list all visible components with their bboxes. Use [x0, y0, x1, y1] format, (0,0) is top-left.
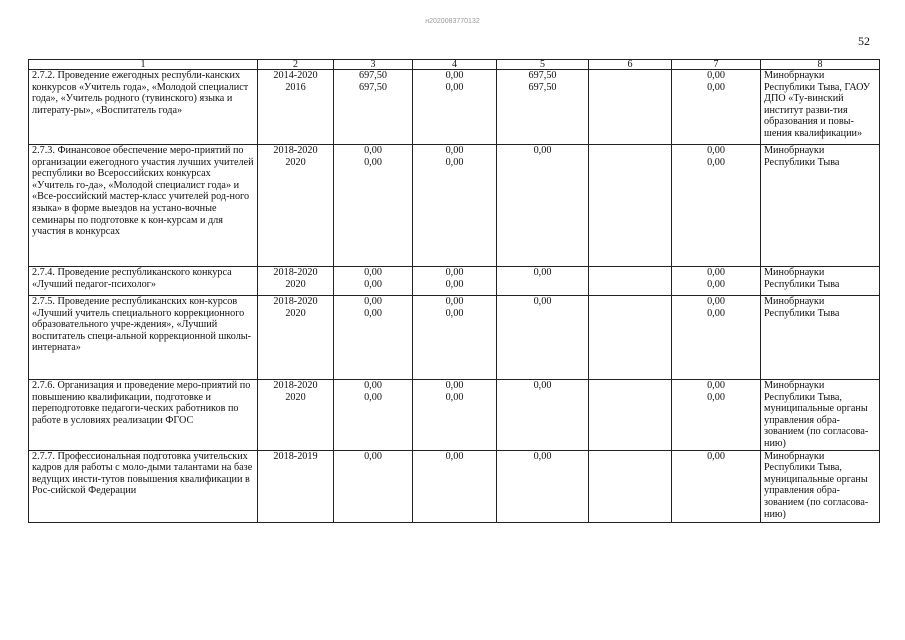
funding-local-cell-value — [591, 145, 669, 157]
program-table — [28, 59, 880, 523]
measure-description: 2.7.7. Профессиональная подготовка учительских кадров для работы с моло-дыми талантами на базе ведущих инсти-тутов повышения квалификации в Рос-сийской Федерации — [29, 450, 258, 522]
funding-regional-cell — [497, 70, 589, 145]
funding-total-cell-value: 0,00 — [364, 296, 382, 307]
funding-federal-cell — [413, 70, 497, 145]
executor-cell: Минобрнауки Республики Тыва, муниципальные органы управления обра-зованием (по согласова-нию) — [761, 450, 880, 522]
funding-local-cell-value — [591, 157, 669, 169]
funding-extra-cell-value: 0,00 — [707, 70, 725, 81]
funding-local-cell — [589, 145, 672, 267]
document-stamp: н2020083770132 — [425, 18, 480, 25]
years-cell-value: 2018-2019 — [273, 450, 318, 462]
funding-local-cell-value — [591, 451, 669, 463]
funding-federal-cell — [413, 296, 497, 380]
funding-total-cell-value: 697,50 — [358, 81, 387, 93]
funding-extra-cell — [672, 380, 761, 451]
page-number: 52 — [858, 34, 870, 48]
funding-regional-cell — [497, 267, 589, 296]
years-cell-value: 2020 — [285, 307, 306, 319]
years-cell-value: 2018-2020 — [273, 296, 318, 307]
funding-local-cell — [589, 267, 672, 296]
funding-local-cell-value — [591, 82, 669, 94]
funding-total-cell-value: 0,00 — [364, 145, 382, 156]
funding-federal-cell — [413, 380, 497, 451]
funding-regional-cell-value: 697,50 — [528, 70, 557, 81]
measure-description: 2.7.5. Проведение республиканских кон-курсов «Лучший учитель специального коррекционного образовательного учре-ждения», «Лучший воспитатель специ-альной коррекционной школы-интерната» — [29, 296, 258, 380]
funding-federal-cell-value: 0,00 — [445, 450, 464, 462]
measure-description: 2.7.6. Организация и проведение меро-приятий по повышению квалификации, подготовке и переподготовке педагоги-ческих работников по работе в условиях реализации ФГОС — [29, 380, 258, 451]
funding-regional-cell-value: 0,00 — [533, 450, 552, 462]
funding-regional-cell-value — [499, 279, 586, 291]
table-row — [29, 380, 880, 451]
column-number: 1 — [29, 60, 258, 70]
funding-total-cell — [334, 145, 413, 267]
funding-total-cell-value: 0,00 — [364, 267, 382, 278]
column-number: 6 — [589, 60, 672, 70]
funding-federal-cell-value: 0,00 — [445, 307, 464, 319]
funding-local-cell-value — [591, 279, 669, 291]
years-cell-value: 2018-2020 — [273, 267, 318, 278]
funding-extra-cell-value: 0,00 — [707, 156, 725, 168]
funding-local-cell-value — [591, 296, 669, 308]
funding-extra-cell-value: 0,00 — [707, 81, 725, 93]
funding-extra-cell — [672, 145, 761, 267]
funding-federal-cell — [413, 450, 497, 522]
funding-local-cell-value — [591, 70, 669, 82]
funding-extra-cell-value: 0,00 — [707, 145, 725, 156]
funding-regional-cell-value: 0,00 — [533, 296, 552, 307]
funding-total-cell — [334, 70, 413, 145]
executor-cell: Минобрнауки Республики Тыва, муниципальные органы управления обра-зованием (по согласова-нию) — [761, 380, 880, 451]
funding-local-cell-value — [591, 308, 669, 320]
funding-extra-cell-value: 0,00 — [707, 307, 725, 319]
funding-federal-cell-value: 0,00 — [445, 267, 464, 278]
funding-total-cell — [334, 380, 413, 451]
years-cell-value: 2014-2020 — [273, 70, 318, 81]
table-row — [29, 70, 880, 145]
years-cell — [258, 145, 334, 267]
executor-cell: Минобрнауки Республики Тыва — [761, 145, 880, 267]
years-cell — [258, 70, 334, 145]
funding-regional-cell — [497, 296, 589, 380]
funding-total-cell-value: 0,00 — [364, 391, 382, 403]
funding-regional-cell-value: 0,00 — [533, 380, 552, 391]
funding-extra-cell — [672, 450, 761, 522]
funding-extra-cell-value: 0,00 — [707, 278, 725, 290]
funding-regional-cell — [497, 145, 589, 267]
funding-extra-cell-value: 0,00 — [707, 296, 725, 307]
years-cell — [258, 267, 334, 296]
table-row — [29, 145, 880, 267]
funding-federal-cell — [413, 145, 497, 267]
funding-federal-cell-value: 0,00 — [445, 296, 464, 307]
funding-total-cell-value: 697,50 — [358, 70, 387, 81]
table-row — [29, 296, 880, 380]
years-cell-value: 2020 — [285, 156, 306, 168]
funding-local-cell-value — [591, 380, 669, 392]
table-row — [29, 450, 880, 522]
funding-extra-cell — [672, 296, 761, 380]
executor-cell: Минобрнауки Республики Тыва — [761, 296, 880, 380]
funding-local-cell — [589, 296, 672, 380]
executor-cell: Минобрнауки Республики Тыва, ГАОУ ДПО «Ту-винский институт разви-тия образования и повы-шения квалификации» — [761, 70, 880, 145]
funding-federal-cell-value: 0,00 — [445, 380, 464, 391]
measure-description: 2.7.4. Проведение республиканского конкурса «Лучший педагог-психолог» — [29, 267, 258, 296]
funding-federal-cell-value: 0,00 — [445, 391, 464, 403]
funding-federal-cell — [413, 267, 497, 296]
funding-federal-cell-value: 0,00 — [445, 278, 464, 290]
funding-extra-cell — [672, 267, 761, 296]
funding-federal-cell-value: 0,00 — [445, 145, 464, 156]
measure-description: 2.7.3. Финансовое обеспечение меро-приятий по организации ежегодного участия лучших учителей республики во Всероссийских конкурсах «Учитель го-да», «Молодой специалист года» и «Все-российский мастер-класс учителей род-ного языка» в форме выездов на устано-вочные семинары по подготовке к кон-курсам и для участия в конкурсах — [29, 145, 258, 267]
years-cell-value: 2016 — [285, 81, 306, 93]
funding-federal-cell-value: 0,00 — [445, 156, 464, 168]
funding-regional-cell-value: 0,00 — [533, 145, 552, 156]
column-number: 4 — [413, 60, 497, 70]
funding-regional-cell — [497, 450, 589, 522]
funding-total-cell-value: 0,00 — [364, 450, 382, 462]
column-number-row — [29, 60, 880, 70]
funding-federal-cell-value: 0,00 — [445, 70, 464, 81]
funding-regional-cell — [497, 380, 589, 451]
funding-total-cell-value: 0,00 — [364, 156, 382, 168]
years-cell-value: 2018-2020 — [273, 145, 318, 156]
funding-total-cell — [334, 450, 413, 522]
funding-regional-cell-value — [499, 157, 586, 169]
years-cell-value: 2018-2020 — [273, 380, 318, 391]
funding-extra-cell-value: 0,00 — [707, 380, 725, 391]
funding-regional-cell-value: 697,50 — [528, 81, 557, 93]
funding-extra-cell — [672, 70, 761, 145]
funding-federal-cell-value: 0,00 — [445, 81, 464, 93]
years-cell — [258, 380, 334, 451]
years-cell — [258, 296, 334, 380]
funding-local-cell — [589, 380, 672, 451]
funding-total-cell — [334, 296, 413, 380]
funding-regional-cell-value: 0,00 — [533, 267, 552, 278]
column-number: 8 — [761, 60, 880, 70]
years-cell-value: 2020 — [285, 278, 306, 290]
funding-total-cell — [334, 267, 413, 296]
funding-extra-cell-value: 0,00 — [707, 450, 725, 462]
funding-regional-cell-value — [499, 308, 586, 320]
funding-local-cell — [589, 450, 672, 522]
funding-extra-cell-value: 0,00 — [707, 267, 725, 278]
funding-local-cell-value — [591, 392, 669, 404]
column-number: 3 — [334, 60, 413, 70]
column-number: 5 — [497, 60, 589, 70]
column-number: 2 — [258, 60, 334, 70]
funding-regional-cell-value — [499, 392, 586, 404]
funding-extra-cell-value: 0,00 — [707, 391, 725, 403]
measure-description: 2.7.2. Проведение ежегодных республи-канских конкурсов «Учитель года», «Молодой специалист года», «Учитель родного (тувинского) языка и литерату-ры», «Воспитатель года» — [29, 70, 258, 145]
funding-local-cell — [589, 70, 672, 145]
funding-local-cell-value — [591, 267, 669, 279]
column-number: 7 — [672, 60, 761, 70]
funding-total-cell-value: 0,00 — [364, 307, 382, 319]
table-row — [29, 267, 880, 296]
years-cell — [258, 450, 334, 522]
funding-total-cell-value: 0,00 — [364, 380, 382, 391]
years-cell-value: 2020 — [285, 391, 306, 403]
funding-total-cell-value: 0,00 — [364, 278, 382, 290]
executor-cell: Минобрнауки Республики Тыва — [761, 267, 880, 296]
